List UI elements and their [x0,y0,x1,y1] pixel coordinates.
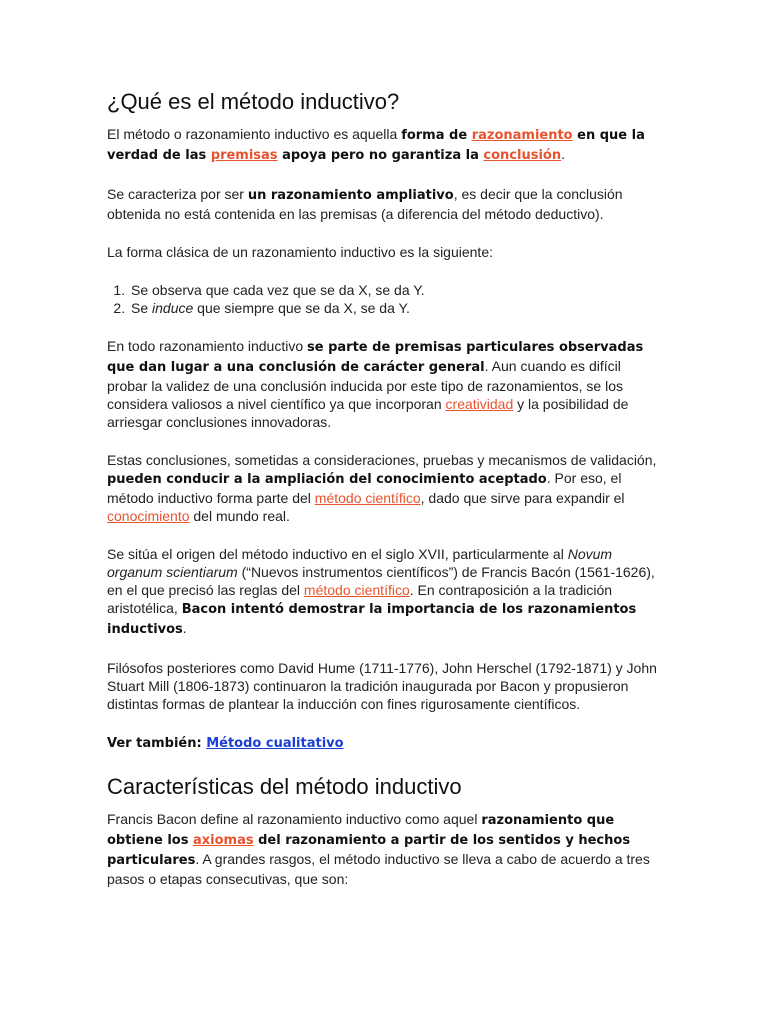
paragraph-origen: Se sitúa el origen del método inductivo en el siglo XVII, particularmente al Novum organum scientiarum (“Nuevos instrumentos científicos”) de Francis Bacón (1561-1626), en el que precisó las reglas del método científico. En contraposición a la tradición aristotélica, Bacon intentó demostrar la importancia de los razonamientos inductivos. [107,546,655,637]
paragraph-definition: El método o razonamiento inductivo es aquella forma de razonamiento en que la verdad de las premisas apoya pero no garantiza la conclusión. [107,126,645,163]
list-item: 1. Se observa que cada vez que se da X, se da Y. [129,281,663,299]
list-item: 2. Se induce que siempre que se da X, se da Y. [129,299,663,317]
link-premisas[interactable]: premisas [210,148,278,163]
article [107,88,663,908]
inductive-steps-list [107,281,663,317]
link-razonamiento[interactable]: razonamiento [471,128,573,143]
section-heading-caracteristicas: Características del método inductivo [107,774,462,799]
paragraph-filosofos: Filósofos posteriores como David Hume (1711-1776), John Herschel (1792-1871) y John Stuart Mill (1806-1873) continuaron la tradición inaugurada por Bacon y propusieron distintas formas de plantear la inducción con fines rigurosamente científicos. [107,660,657,712]
link-conclusion[interactable]: conclusión [483,148,562,163]
paragraph-conclusiones: Estas conclusiones, sometidas a consideraciones, pruebas y mecanismos de validación, pueden conducir a la ampliación del conocimiento aceptado. Por eso, el método inductivo forma parte del método científico, dado que sirve para expandir el conocimiento del mundo real. [107,452,657,524]
paragraph-bacon-define: Francis Bacon define al razonamiento inductivo como aquel razonamiento que obtiene los axiomas del razonamiento a partir de los sentidos y hechos particulares. A grandes rasgos, el método inductivo se lleva a cabo de acuerdo a tres pasos o etapas consecutivas, que son: [107,811,650,887]
paragraph-forma-clasica: La forma clásica de un razonamiento inductivo es la siguiente: [107,244,493,260]
link-metodo-cualitativo[interactable]: Método cualitativo [206,736,344,751]
paragraph-premisas-particulares: En todo razonamiento inductivo se parte de premisas particulares observadas que dan lugar a una conclusión de carácter general. Aun cuando es difícil probar la validez de una conclusión inducida por este tipo de razonamientos, se los considera valiosos a nivel científico ya que incorporan creatividad y la posibilidad de arriesgar conclusiones innovadoras. [107,338,644,430]
paragraph-ampliativo: Se caracteriza por ser un razonamiento ampliativo, es decir que la conclusión obtenida no está contenida en las premisas (a diferencia del método deductivo). [107,186,623,222]
link-metodo-cientifico[interactable]: método científico [303,582,410,598]
section-heading-que-es: ¿Qué es el método inductivo? [107,89,400,114]
see-also: Ver también: Método cualitativo [107,736,344,751]
link-creatividad[interactable]: creatividad [445,396,514,412]
link-axiomas[interactable]: axiomas [192,833,254,848]
link-conocimiento[interactable]: conocimiento [107,508,190,524]
link-metodo-cientifico[interactable]: método científico [314,490,421,506]
